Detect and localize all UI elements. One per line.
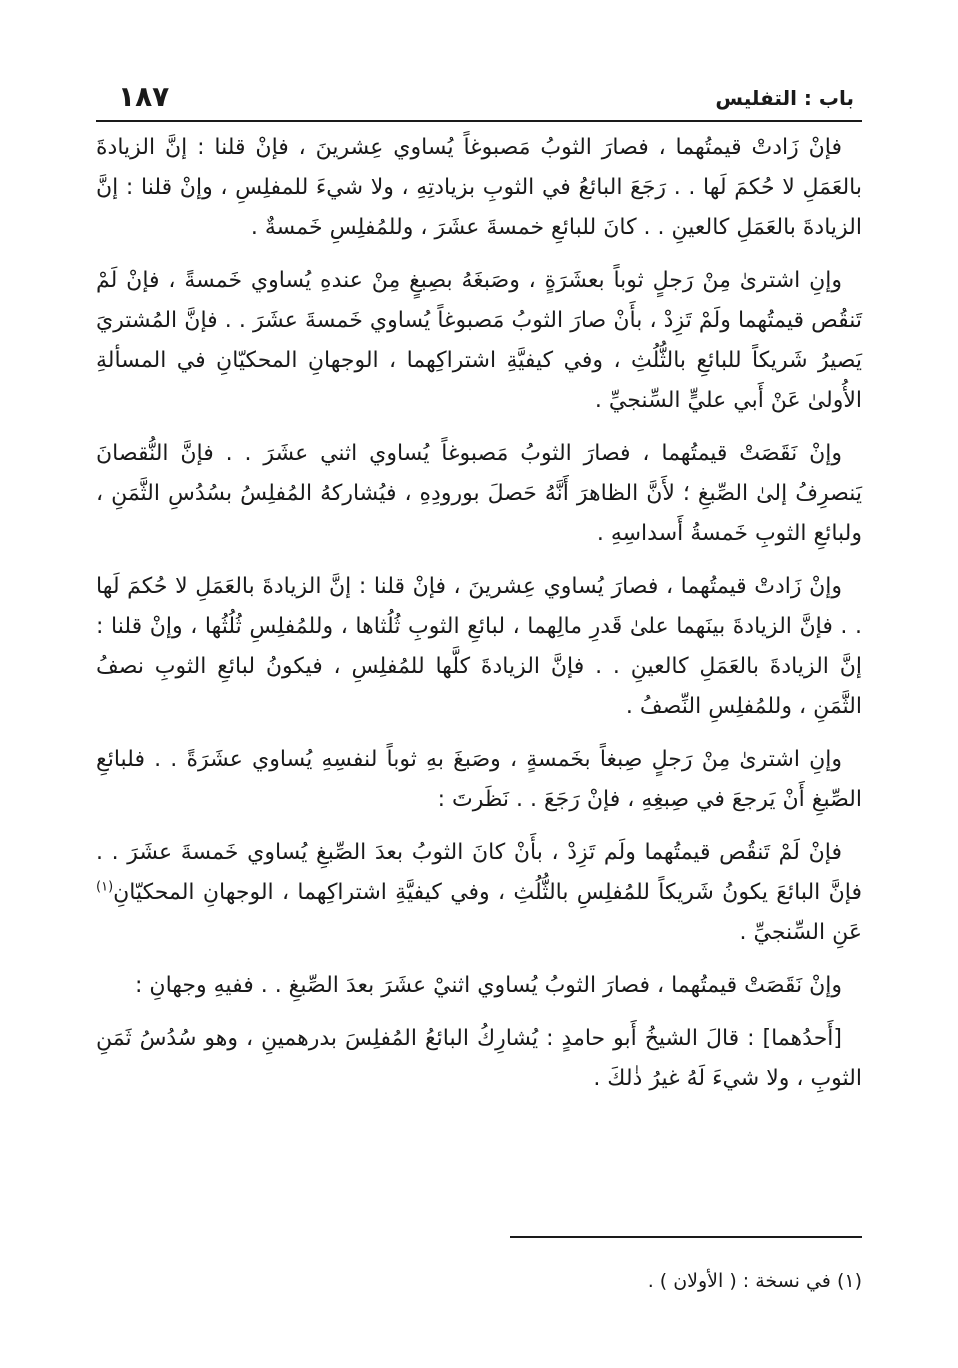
paragraph-with-footnote [96, 833, 862, 953]
paragraph-text: عَنِ السِّنجيِّ . [739, 920, 862, 945]
page-header [96, 80, 862, 122]
footnote-text: في نسخة : ( الأولان ) . [647, 1270, 831, 1292]
main-text [96, 128, 862, 1112]
paragraph: وإنْ نَقَصَتْ قيمتُهما ، فصارَ الثوبُ يُساوي اثنيْ عشَرَ بعدَ الصِّبغِ . . ففيهِ وجهانِ : [135, 973, 842, 998]
footnote-number: (١) [836, 1270, 862, 1292]
paragraph: وإنِ اشترىٰ مِنْ رَجلٍ صِبغاً بخَمسةٍ ، وصَبغَ بهِ ثوباً لنفسِهِ يُساوي عشَرَةً . . فلبائعِ الصِّبغِ أَنْ يَرجعَ في صِبغِهِ ، فإنْ رَجَعَ . . نَظَرتَ : [96, 747, 862, 812]
footnote [96, 1266, 862, 1296]
paragraph-text: فإنْ لَمْ تَنقُص قيمتُهما ولَم تَزِدْ ، بأَنْ كانَ الثوبُ بعدَ الصِّبغِ يُساوي خَمسةَ عشَرَ . . فإنَّ البائعَ يكونُ شَريكاً للمُفلِسِ بالثُّلُثِ ، وفي كيفيَّةِ اشتراكِهما ، الوجهانِ المحكيّانِ [96, 840, 862, 905]
page-number: ١٨٧ [118, 80, 170, 113]
paragraph: فإنْ زَادتْ قيمتُهما ، فصارَ الثوبُ مَصبوغاً يُساوي عِشرينَ ، فإنْ قلنا : إنَّ الزيادةَ بالعَمَلِ لا حُكمَ لَها . . رَجَعَ البائعُ في الثوبِ بزيادتِهِ ، ولا شيءَ للمفلِسِ ، وإنْ قلنا : إنَّ الزيادةَ بالعَمَلِ كالعينِ . . كانَ للبائعِ خمسةَ عشَرَ ، وللمُفلِسِ خَمسةٌ . [96, 135, 862, 240]
paragraph: وإنْ زَادتْ قيمتُهما ، فصارَ يُساوي عِشرينَ ، فإنْ قلنا : إنَّ الزيادةَ بالعَمَلِ لا حُكمَ لَها . . فإنَّ الزيادةَ بينَهما علىٰ قَدرِ مالِهما ، لبائعِ الثوبِ ثُلُثاها ، وللمُفلِسِ ثُلُثُها ، وإنْ قلنا : إنَّ الزيادةَ بالعَمَلِ كالعينِ . . فإنَّ الزيادةَ كلَّها للمُفلِسِ ، فيكونُ لبائعِ الثوبِ نصفُ الثَّمَنِ ، وللمُفلِسِ النِّصفُ . [96, 574, 862, 719]
chapter-title: باب : التفليس [715, 86, 854, 110]
paragraph: [أَحدُهما] : قالَ الشيخُ أَبو حامدٍ : يُشارِكُ البائعُ المُفلِسَ بدرهمينِ ، وهو سُدُسُ ثَمَنِ الثوبِ ، ولا شيءَ لَهُ غيرُ ذٰلكَ . [96, 1026, 862, 1091]
paragraph: وإنْ نَقَصَتْ قيمتُهما ، فصارَ الثوبُ مَصبوغاً يُساوي اثني عشَرَ . . فإنَّ النُّقصانَ يَنصرِفُ إلىٰ الصِّبغِ ؛ لأَنَّ الظاهرَ أَنَّهُ حَصلَ بورودِهِ ، فيُشاركهُ المُفلِسُ بسُدُسِ الثَّمَنِ ، ولبائعِ الثوبِ خَمسةُ أَسداسِهِ . [96, 441, 862, 546]
footnote-divider [510, 1236, 862, 1238]
footnote-reference[interactable]: (١) [96, 879, 114, 895]
paragraph: وإنِ اشترىٰ مِنْ رَجلٍ ثوباً بعشَرَةٍ ، وصَبغَهُ بصِبغٍ مِنْ عندهِ يُساوي خَمسةً ، فإنْ لَمْ تَنقُص قيمتُهما ولَمْ تَزِدْ ، بأَنْ صارَ الثوبُ مَصبوغاً يُساوي خَمسةَ عشَرَ . . فإنَّ المُشتريَ يَصيرُ شَريكاً للبائعِ بالثُّلُثِ ، وفي كيفيَّةِ اشتراكِهما ، الوجهانِ المحكيّانِ في المسألةِ الأُولىٰ عَنْ أَبي عليٍّ السِّنجيِّ . [96, 268, 862, 413]
